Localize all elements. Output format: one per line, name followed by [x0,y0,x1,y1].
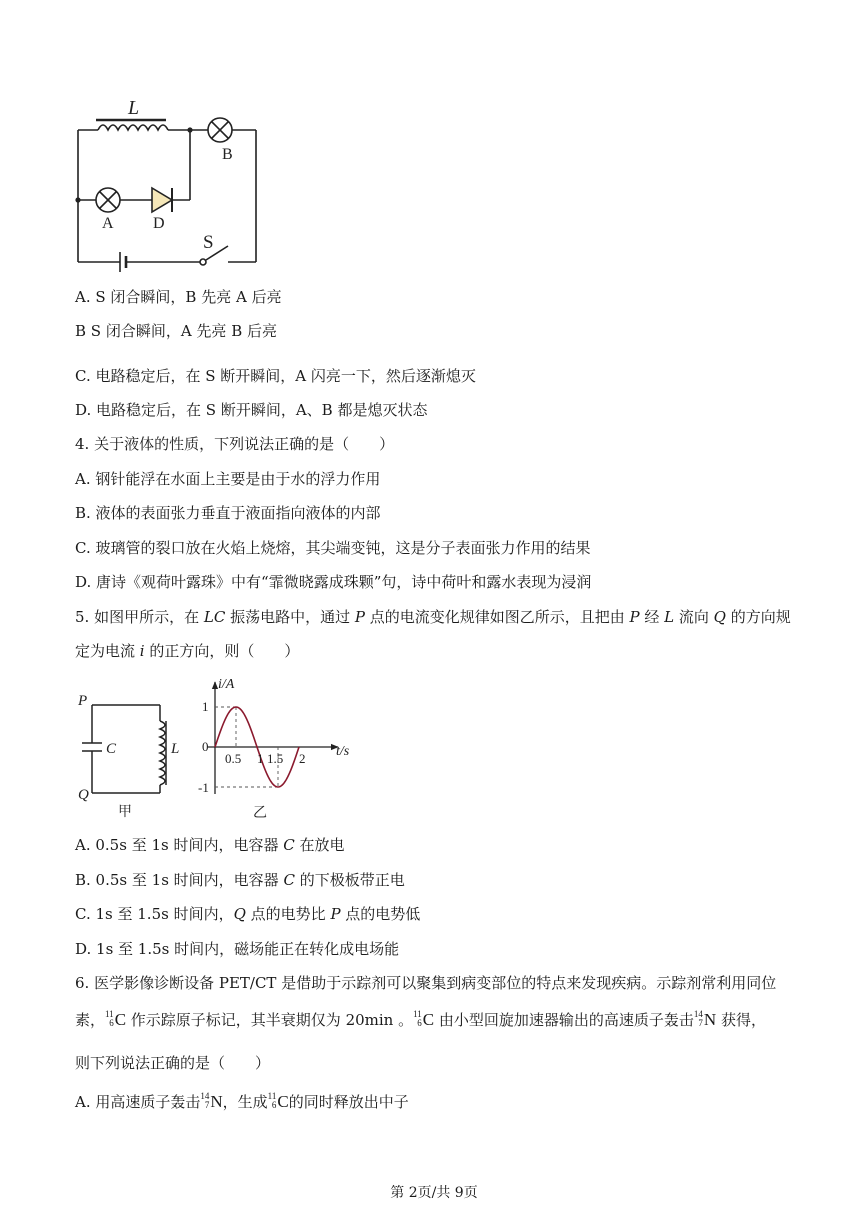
q3-option-d: D. 电路稳定后，在 S 断开瞬间，A、B 都是熄灭状态 [75,401,428,419]
q3-option-a: A. S 闭合瞬间，B 先亮 A 后亮 [75,288,282,306]
label-Q: Q [78,787,89,803]
x-tick-0.5: 0.5 [225,751,242,766]
isotope-n14: 14 7 N [693,1009,717,1029]
label-L: L [128,97,140,119]
caption-yi: 乙 [253,806,267,821]
q5-option-b: B. 0.5s 至 1s 时间内，电容器 C 的下极板带正电 [75,871,405,889]
label-A: A [102,215,114,232]
q6-option-a: A. 用高速质子轰击 14 7 N，生成 11 6 C的同时释放出中子 [75,1091,409,1111]
q5-option-c: C. 1s 至 1.5s 时间内，Q 点的电势比 P 点的电势低 [75,905,421,923]
q5-stem-line2: 定为电流 i 的正方向，则（ ） [75,642,300,660]
label-B: B [222,146,233,163]
isotope-n14-b: 14 7 N [200,1091,223,1111]
isotope-c11: 11 6 C [105,1009,127,1029]
y-axis-label: i/A [218,677,235,692]
current-time-chart [190,670,360,830]
q3-option-c: C. 电路稳定后，在 S 断开瞬间，A 闪亮一下，然后逐渐熄灭 [75,367,476,385]
y-tick-0: 0 [202,739,209,754]
caption-jia: 甲 [118,805,132,820]
lc-circuit-figure [70,685,190,825]
circuit-figure-1 [60,90,280,280]
q6-stem-line2: 素， 11 6 C 作示踪原子标记，其半衰期仅为 20min 。 11 6 C 由小型回旋加速器输出的高速质子轰击 14 7 N 获得， [75,1009,766,1029]
q5-option-d: D. 1s 至 1.5s 时间内，磁场能正在转化成电场能 [75,940,400,958]
q4-option-c: C. 玻璃管的裂口放在火焰上烧熔，其尖端变钝，这是分子表面张力作用的结果 [75,539,591,557]
label-S: S [203,232,214,253]
x-tick-2: 2 [299,751,306,766]
x-tick-1.5: 1.5 [267,751,284,766]
x-axis-label: t/s [336,744,350,759]
q4-stem: 4. 关于液体的性质，下列说法正确的是（ ） [75,435,395,453]
q5-stem-line1: 5. 如图甲所示，在 LC 振荡电路中，通过 P 点的电流变化规律如图乙所示，且把由 P 经 L 流向 Q 的方向规 [75,608,791,626]
isotope-c11-c: 11 6 C [267,1091,289,1111]
label-P: P [78,693,88,709]
q4-option-a: A. 钢针能浮在水面上主要是由于水的浮力作用 [75,470,381,488]
q5-option-a: A. 0.5s 至 1s 时间内，电容器 C 在放电 [75,836,345,854]
x-tick-1: 1 [257,751,264,766]
y-tick-neg1: -1 [198,780,209,795]
label-L2: L [171,741,180,757]
label-C: C [106,741,117,757]
y-tick-1: 1 [202,699,209,714]
label-D: D [153,215,165,232]
q4-option-d: D. 唐诗《观荷叶露珠》中有“霏微晓露成珠颗”句，诗中荷叶和露水表现为浸润 [75,573,592,591]
q4-option-b: B. 液体的表面张力垂直于液面指向液体的内部 [75,504,381,522]
q3-option-b: B S 闭合瞬间，A 先亮 B 后亮 [75,322,277,340]
q6-stem-line1: 6. 医学影像诊断设备 PET/CT 是借助于示踪剂可以聚集到病变部位的特点来发现疾病。示踪剂常利用同位 [75,974,777,992]
page-footer: 第 2页/共 9页 [390,1185,478,1201]
q6-stem-line3: 则下列说法正确的是（ ） [75,1054,271,1072]
isotope-c11-b: 11 6 C [413,1009,435,1029]
